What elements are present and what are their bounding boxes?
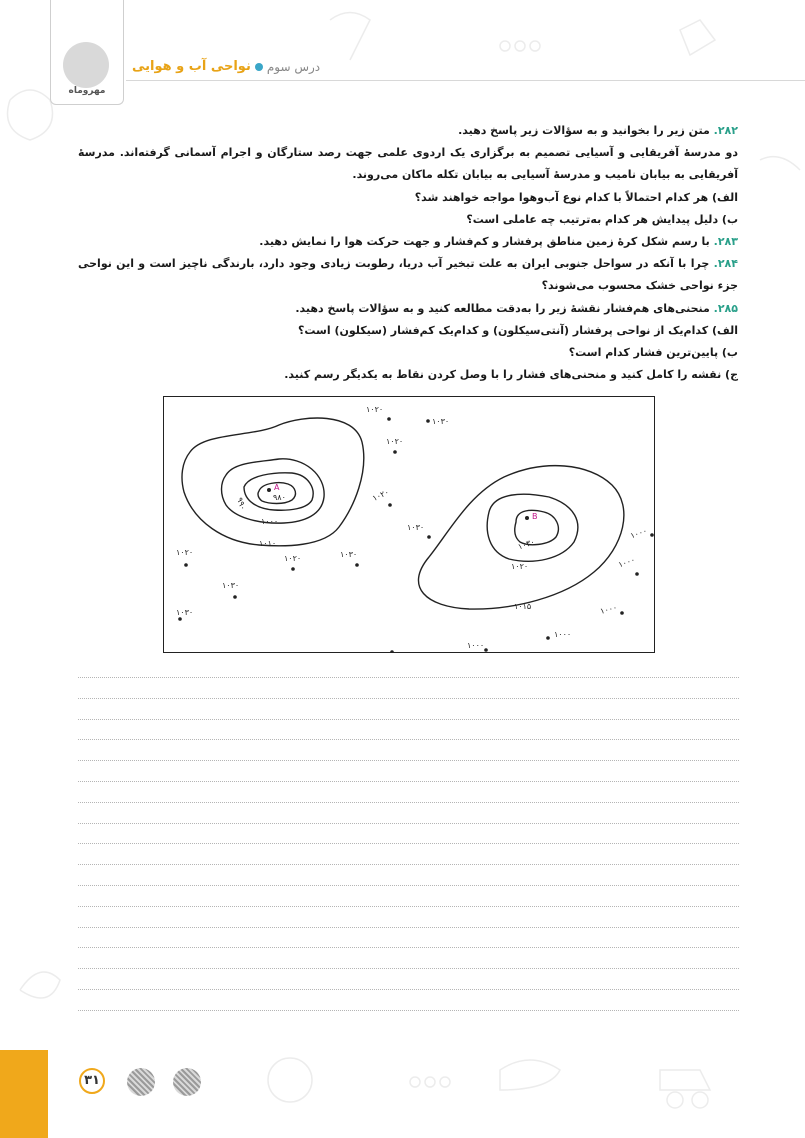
question-283: ۲۸۳. با رسم شکل کرهٔ زمین مناطق پرفشار و کم‌فشار و جهت حرکت هوا را نمایش دهید. [259, 235, 738, 249]
dot-label: ۱۰۲۰ [284, 554, 302, 563]
answer-line [78, 677, 739, 678]
lesson-bullet-icon [255, 63, 263, 71]
dot-label: ۱۰۳۰ [176, 608, 194, 617]
contour-label: ۱۰۱۰ [259, 539, 277, 548]
isobar-map [163, 396, 655, 653]
dot-label: ۱۰۰۰ [629, 526, 649, 541]
isobar-line-1000 [222, 459, 325, 523]
contour-label: ۱۰۳۰ [516, 537, 537, 552]
contour-label: ۱۰۱۵ [514, 602, 532, 611]
point-a-dot [267, 488, 271, 492]
contour-label: ۹۸۰ [273, 493, 286, 502]
answer-line [78, 885, 739, 886]
pressure-points [176, 405, 654, 653]
contour-label: ۹۹۰ [234, 496, 248, 512]
publisher-logo-text: مهروماه [68, 86, 106, 96]
dot-label: ۱۰۲۰ [366, 405, 384, 414]
isobar-line-1010 [182, 418, 364, 546]
answer-line [78, 947, 739, 948]
dot-label: ۱۰۲۰ [176, 548, 194, 557]
dot-label: ۱۰۳۰ [222, 581, 240, 590]
hatched-circle-icon [173, 1068, 201, 1096]
lesson-name: نواحی آب و هوایی [132, 59, 251, 74]
point-b-label: B [532, 512, 538, 521]
answer-line [78, 989, 739, 990]
answer-line [78, 739, 739, 740]
isobar-line-1020 [487, 494, 578, 561]
answer-lines [78, 677, 739, 1031]
question-282-part-a: الف) هر کدام احتمالاً با کدام نوع آب‌وهوا مواجه خواهند شد؟ [414, 190, 738, 204]
hatched-circle-icon [127, 1068, 155, 1096]
answer-line [78, 823, 739, 824]
answer-line [78, 698, 739, 699]
answer-line [78, 781, 739, 782]
dot-label: ۱۰۰۰ [467, 641, 485, 650]
lesson-label: درس سوم [266, 59, 321, 74]
isobar-line-1015 [418, 466, 623, 609]
dot-label: ۱۰۰۰ [599, 602, 619, 616]
dot-label: ۱۰۳۰ [340, 550, 358, 559]
question-285-part-a: الف) کدام‌یک از نواحی پرفشار (آنتی‌سیکلون) و کدام‌یک کم‌فشار (سیکلون) است؟ [298, 323, 738, 337]
question-285-title: ۲۸۵. منحنی‌های هم‌فشار نقشهٔ زیر را به‌دقت مطالعه کنید و به سؤالات پاسخ دهید. [295, 301, 738, 315]
answer-line [78, 927, 739, 928]
dot-label: ۱۰۰۰ [554, 630, 572, 639]
question-285-part-b: ب) پایین‌ترین فشار کدام است؟ [568, 346, 738, 360]
answer-line [78, 906, 739, 907]
contour-label: ۱۰۰۰ [261, 517, 279, 526]
butterfly-logo-icon [63, 42, 109, 88]
dot-label: ۱۰۰۰ [617, 555, 637, 570]
isobar-map-drawing [164, 397, 655, 653]
dot-label: ۱۰۲۰ [386, 437, 404, 446]
question-282-title: ۲۸۲. متن زیر را بخوانید و به سؤالات زیر پاسخ دهید. [458, 124, 738, 137]
dot-label: ۱۰۲۰ [371, 487, 391, 503]
question-285-part-c: ج) نقشه را کامل کنید و منحنی‌های فشار را با وصل کردن نقاط به یکدیگر رسم کنید. [284, 368, 738, 382]
answer-line [78, 760, 739, 761]
answer-line [78, 719, 739, 720]
question-282-part-b: ب) دلیل پیدایش هر کدام به‌ترتیب چه عاملی است؟ [466, 212, 738, 226]
dot-label: ۱۰۳۰ [432, 417, 450, 426]
dot-label: ۱۰۳۰ [407, 523, 425, 532]
questions-section [78, 120, 738, 386]
answer-line [78, 968, 739, 969]
point-b-dot [525, 516, 529, 520]
answer-line [78, 843, 739, 844]
point-a-label: A [274, 483, 280, 492]
answer-line [78, 802, 739, 803]
question-284: ۲۸۴. چرا با آنکه در سواحل جنوبی ایران به علت تبخیر آب دریا، رطوبت زیادی وجود دارد، بارندگی ناچیز است و این نواحی جزء نواحی خشک محسوب می‌شوند؟ [78, 257, 738, 293]
answer-line [78, 864, 739, 865]
page-edge-bar [0, 1050, 48, 1138]
header-divider [126, 80, 805, 81]
question-282-passage: دو مدرسهٔ آفریقایی و آسیایی تصمیم به برگزاری یک اردوی علمی جهت رصد ستارگان و اجرام آسمانی گرفته‌اند. مدرسهٔ آفریقایی به بیابان نامیب و مدرسهٔ آسیایی به بیابان تکله ماکان می‌روند. [78, 146, 738, 182]
lesson-header [132, 59, 320, 74]
publisher-logo-tab [50, 0, 124, 105]
page-number: ۳۱ [79, 1068, 105, 1094]
contour-label: ۱۰۲۰ [511, 562, 529, 571]
answer-line [78, 1010, 739, 1011]
